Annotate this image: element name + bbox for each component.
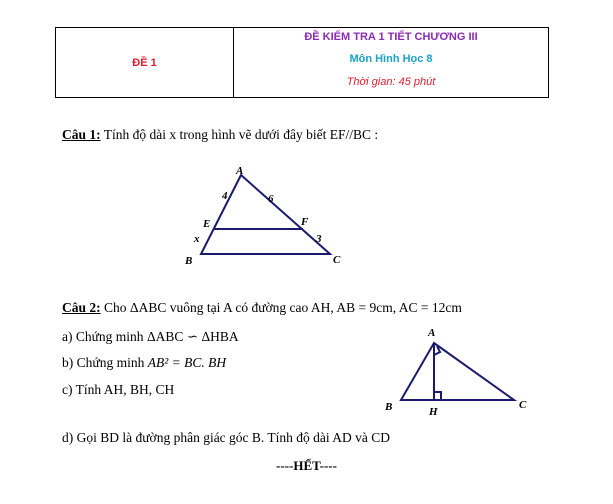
label-h: H	[429, 406, 438, 418]
label-c: C	[333, 254, 341, 266]
length-ae: 4	[222, 190, 228, 202]
length-fc: 3	[316, 233, 322, 245]
question-1-label: Câu 1:	[62, 127, 101, 142]
question-2	[62, 300, 462, 316]
question-1-text: Tính độ dài x trong hình vẽ dưới đây biết EF//BC :	[100, 127, 379, 142]
label-c: C	[519, 399, 527, 411]
label-e: E	[203, 218, 211, 230]
exam-code-cell	[56, 28, 234, 97]
triangle-abc	[201, 175, 330, 254]
exam-info-cell	[234, 28, 548, 97]
right-angle-mark-h	[434, 392, 441, 400]
label-f: F	[301, 216, 309, 228]
exam-code: ĐỀ 1	[132, 56, 157, 69]
question-2-text: Cho ΔABC vuông tại A có đường cao AH, AB = 9cm, AC = 12cm	[100, 300, 462, 315]
exam-time: Thời gian: 45 phút	[346, 76, 436, 88]
length-af: 6	[268, 193, 274, 205]
label-a: A	[236, 165, 244, 177]
triangle-abc-right	[401, 343, 514, 400]
question-2b-math: AB² = BC. BH	[147, 355, 227, 370]
exam-title: ĐỀ KIỂM TRA 1 TIẾT CHƯƠNG III	[304, 31, 478, 43]
question-2a	[62, 329, 239, 345]
question-2c-text: c) Tính AH, BH, CH	[62, 382, 175, 397]
label-a: A	[428, 327, 436, 339]
label-b: B	[385, 401, 393, 413]
question-2c	[62, 382, 174, 398]
exam-subject: Môn Hình Học 8	[349, 53, 433, 65]
figure-2-right-triangle	[380, 322, 540, 422]
end-marker: ----HẾT----	[276, 458, 337, 473]
exam-header-table	[55, 27, 549, 98]
question-2a-math: ΔABC ∽ ΔHBA	[146, 329, 239, 344]
question-2b	[62, 355, 226, 371]
question-1	[62, 127, 378, 143]
label-b: B	[185, 255, 193, 267]
question-2b-prefix: b) Chứng minh	[62, 355, 148, 370]
figure-1-triangle	[180, 162, 350, 272]
question-2-label: Câu 2:	[62, 300, 101, 315]
question-2a-prefix: a) Chứng minh	[62, 329, 147, 344]
question-2d	[62, 430, 390, 446]
question-2d-text: d) Gọi BD là đường phân giác góc B. Tính độ dài AD và CD	[62, 430, 391, 445]
length-eb: x	[194, 233, 200, 245]
